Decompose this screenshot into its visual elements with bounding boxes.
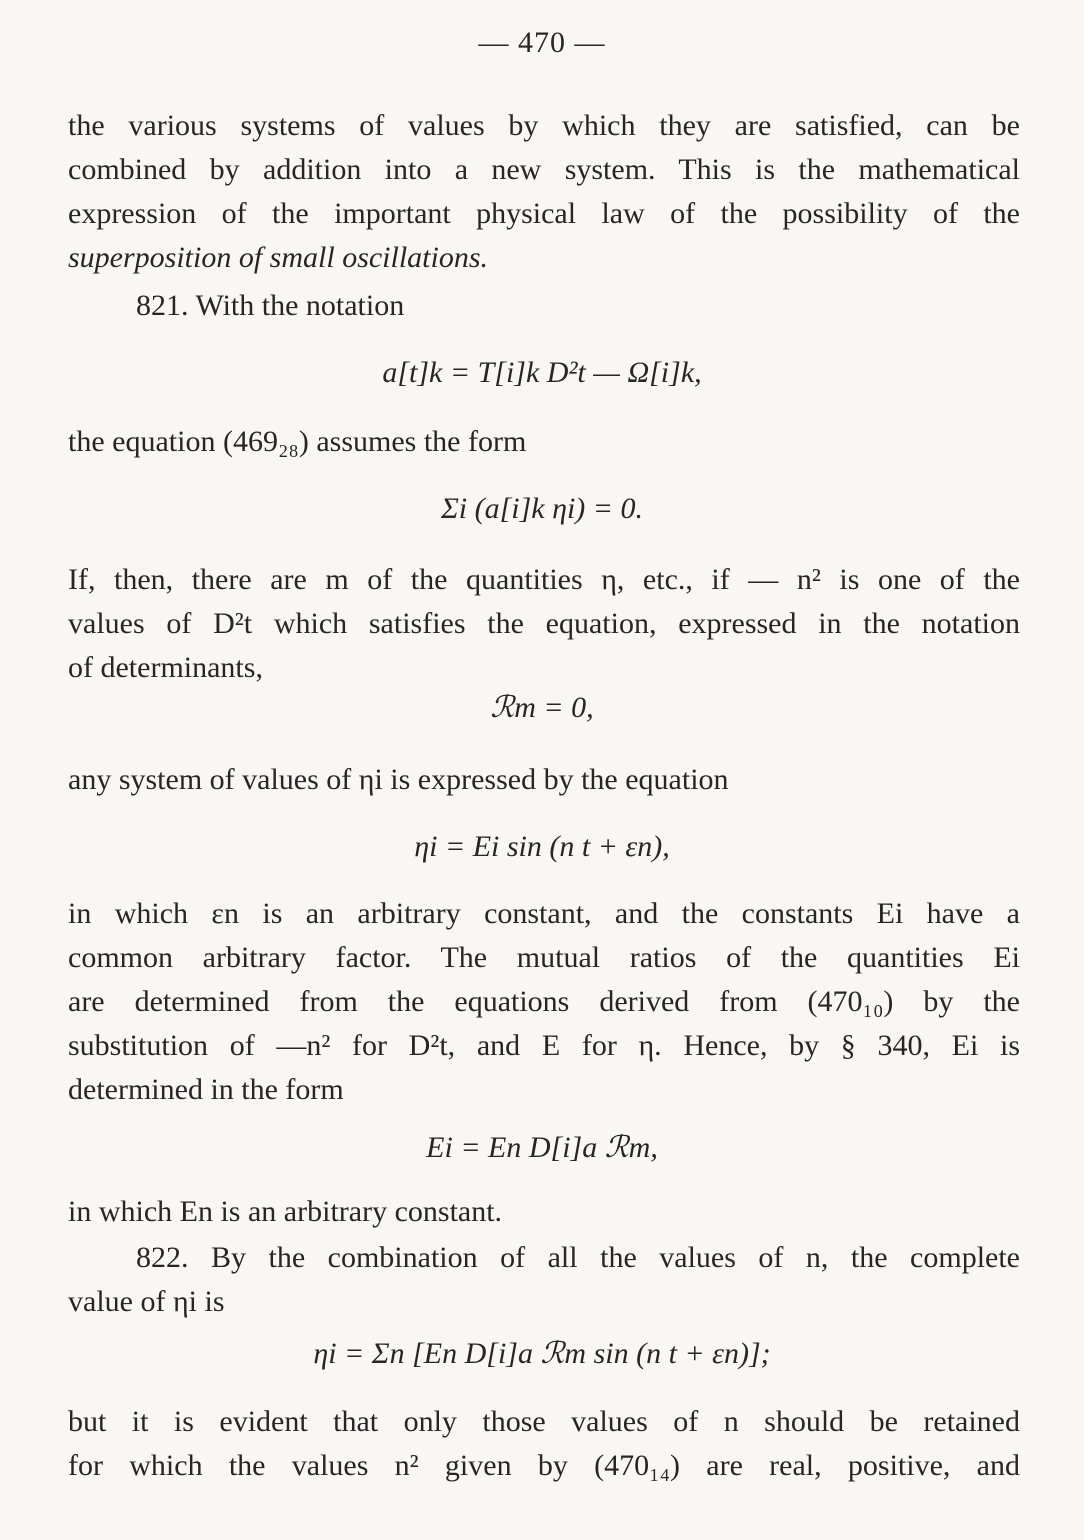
text-line: but it is evident that only those values of n should be retained: [68, 1405, 1020, 1438]
paragraph-En-constant: [68, 1190, 1020, 1234]
text-line: common arbitrary factor. The mutual ratios of the quantities Ei: [68, 941, 1020, 974]
section-821-heading: [68, 284, 1020, 328]
equation-sum: Σi (a[i]k ηi) = 0.: [440, 492, 644, 525]
text-line: the various systems of values by which they are satisfied, can be: [68, 109, 1020, 142]
equation-notation: a[t]k = T[i]k D²t — Ω[i]k,: [382, 356, 702, 389]
text-line: substitution of —n² for D²t, and E for η. Hence, by § 340, Ei is: [68, 1029, 1020, 1062]
text-line: of determinants,: [68, 651, 263, 684]
equation-E-form: Ei = En D[i]a ℛm,: [426, 1131, 658, 1164]
text-line: 821. With the notation: [136, 289, 405, 322]
paragraph-equation-form: [68, 420, 1020, 464]
text-line: combined by addition into a new system. This is the mathematical: [68, 153, 1020, 186]
paragraph-superposition: [68, 104, 1020, 280]
text-line: If, then, there are m of the quantities η, etc., if — n² is one of the: [68, 563, 1020, 596]
paragraph-retained-values: [68, 1400, 1020, 1488]
text-line: values of D²t which satisfies the equation, expressed in the notation: [68, 607, 1020, 640]
page-number: — 470 —: [478, 26, 606, 59]
text-line: expression of the important physical law of the possibility of the: [68, 197, 1020, 230]
paragraph-system-values: [68, 758, 1020, 802]
text-line: for which the values n² given by (470₁₄) are real, positive, and: [68, 1449, 1020, 1482]
text-line: in which En is an arbitrary constant.: [68, 1195, 503, 1228]
text-line: superposition of small oscillations.: [68, 241, 489, 274]
section-822: [68, 1236, 1020, 1324]
equation-determinant: ℛm = 0,: [490, 691, 594, 724]
text-line: are determined from the equations derived from (470₁₀) by the: [68, 985, 1020, 1018]
text-line: determined in the form: [68, 1073, 344, 1106]
text-line: in which εn is an arbitrary constant, and the constants Ei have a: [68, 897, 1020, 930]
equation-eta-sine: ηi = Ei sin (n t + εn),: [414, 830, 670, 863]
text-line: value of ηi is: [68, 1285, 225, 1318]
paragraph-determinants: [68, 558, 1020, 690]
paragraph-arbitrary-constant: [68, 892, 1020, 1112]
text-line: the equation (469₂₈) assumes the form: [68, 425, 527, 458]
equation-complete-value: ηi = Σn [En D[i]a ℛm sin (n t + εn)];: [313, 1337, 771, 1370]
text-line: 822. By the combination of all the values of n, the complete: [136, 1241, 1020, 1274]
text-line: any system of values of ηi is expressed by the equation: [68, 763, 729, 796]
